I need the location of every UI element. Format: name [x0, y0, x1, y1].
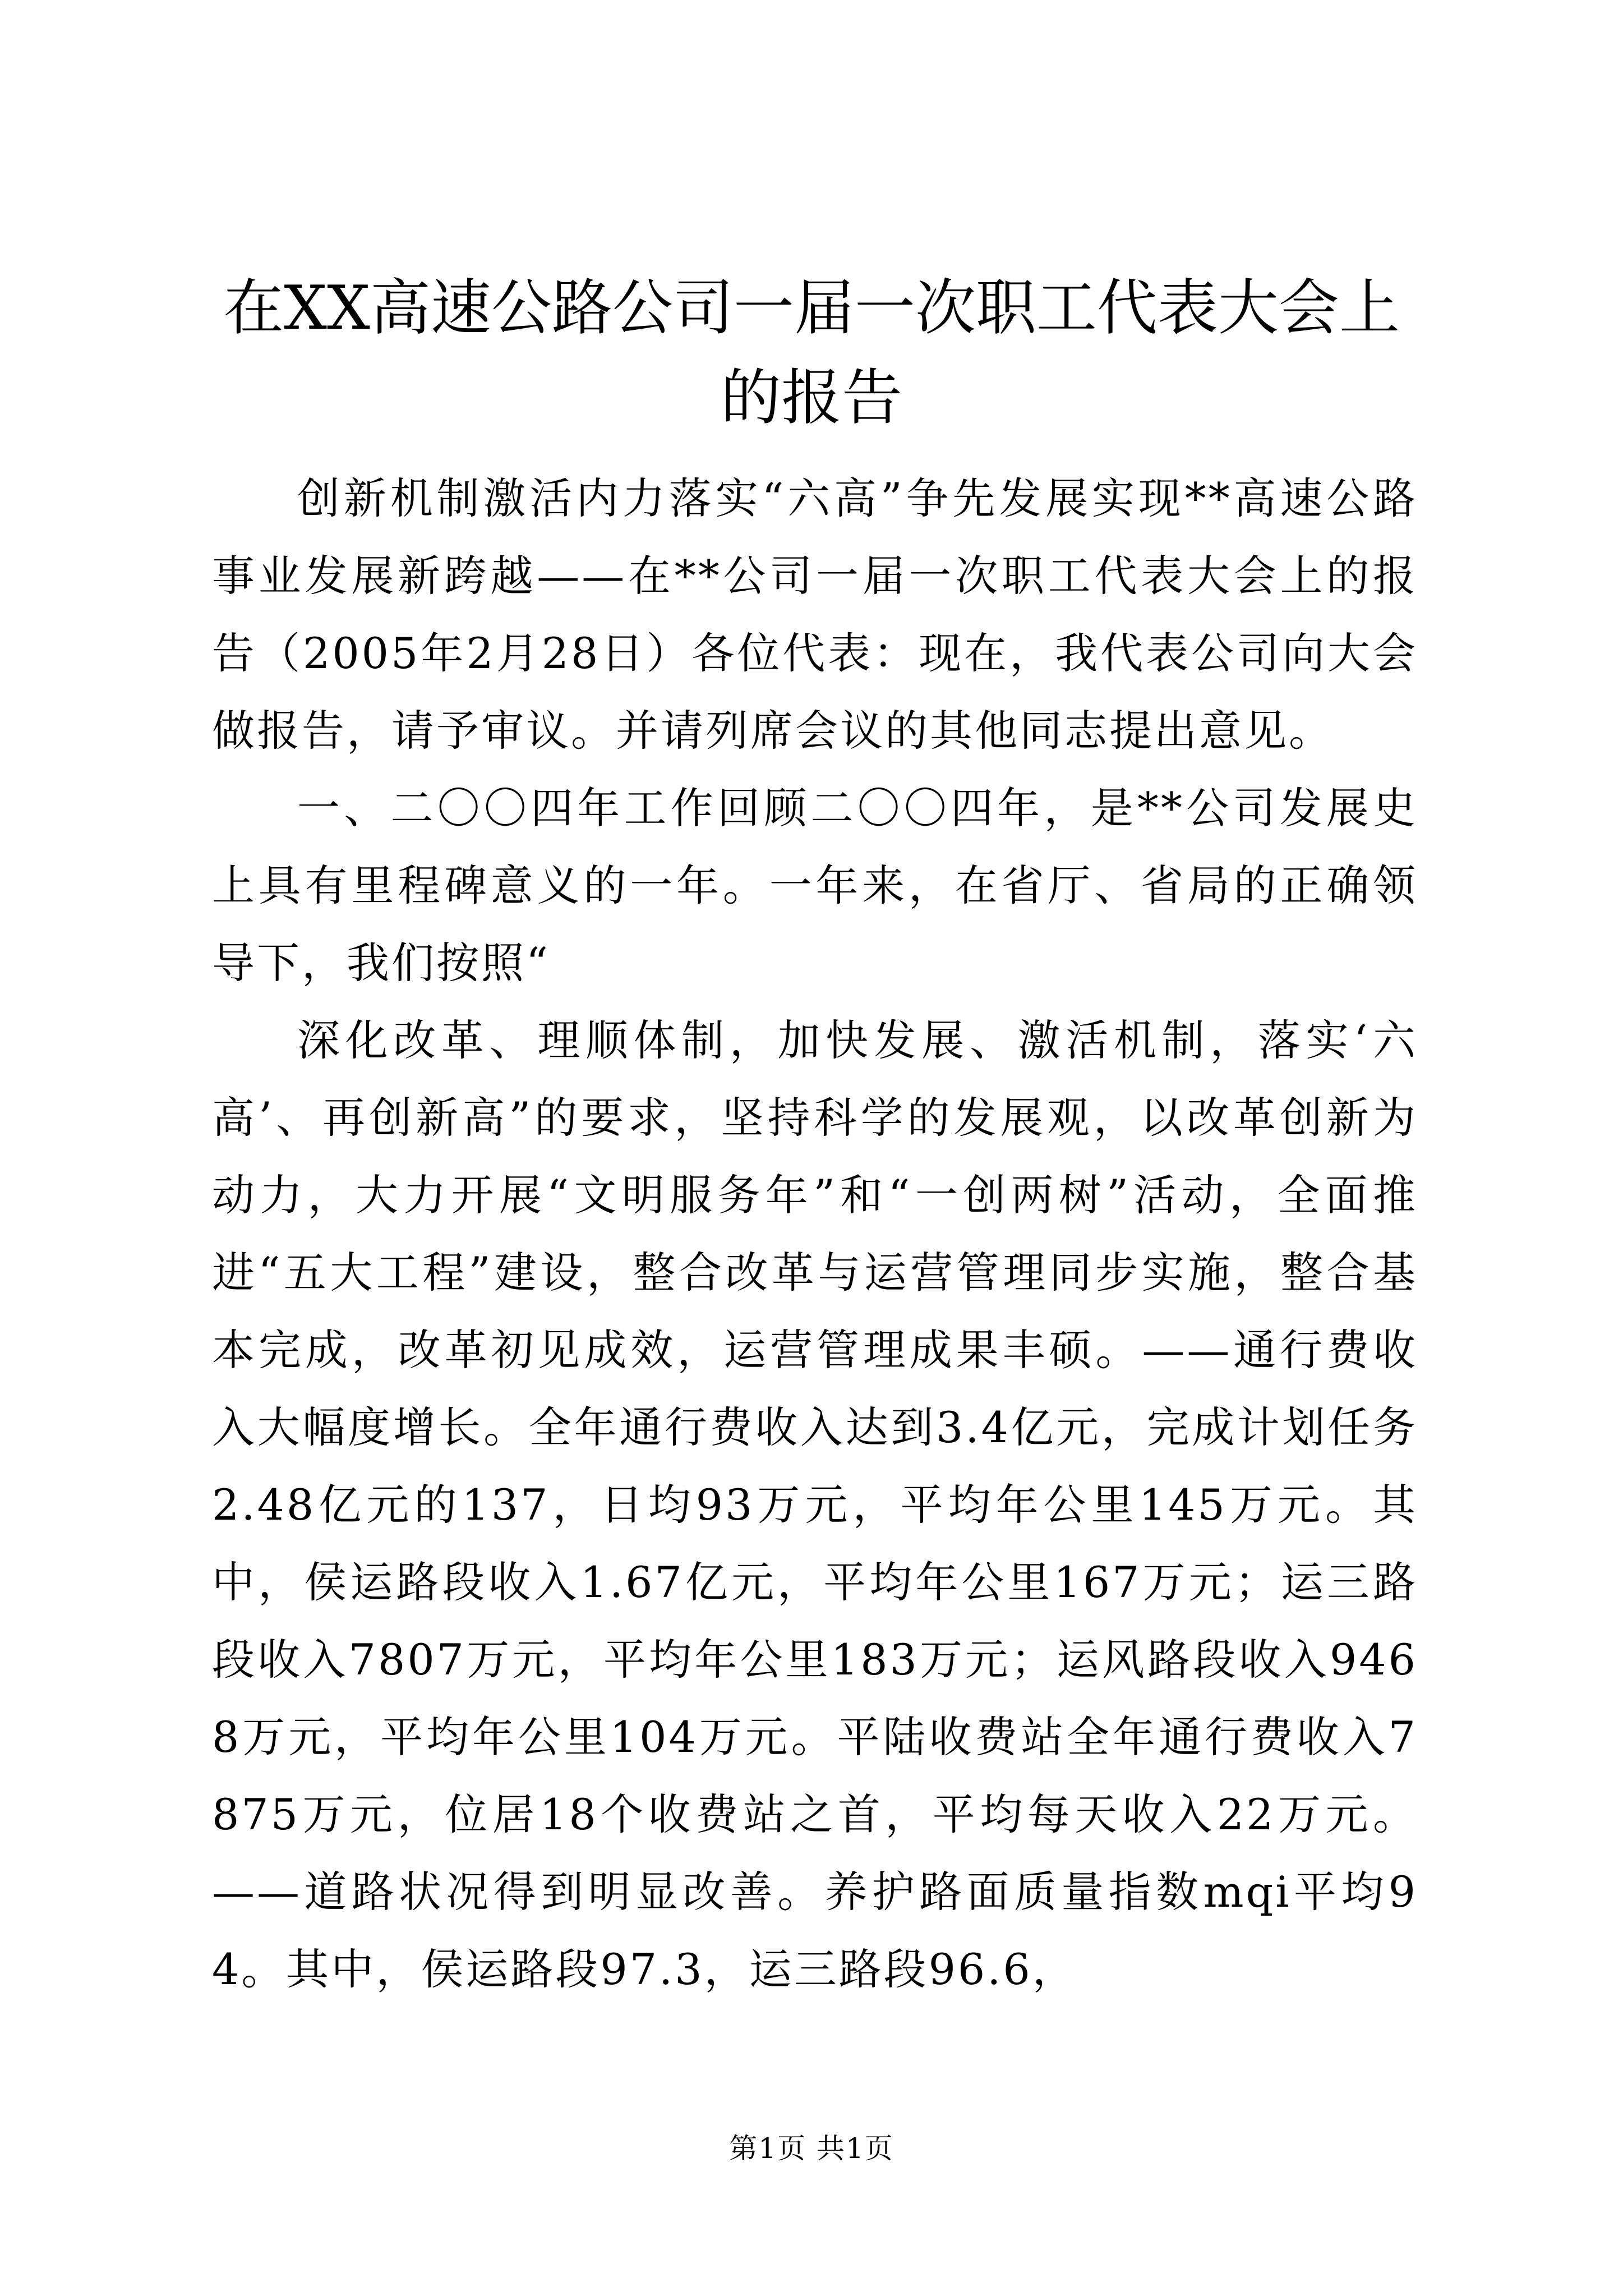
page-footer: 第1页 共1页	[729, 2132, 894, 2165]
title-line-1: 在XX高速公路公司一届一次职工代表大会上	[223, 273, 1400, 343]
title-line-2: 的报告	[720, 363, 902, 433]
paragraph: 深化改革、理顺体制，加快发展、激活机制，落实‘六高’、再创新高”的要求，坚持科学的发展观，以改革创新为动力，大力开展“文明服务年”和“一创两树”活动，全面推进“五大工程”建设，整合改革与运营管理同步实施，整合基本完成，改革初见成效，运营管理成果丰硕。——通行费收入大幅度增长。全年通行费收入达到3.4亿元，完成计划任务2.48亿元的137，日均93万元，平均年公里145万元。其中，侯运路段收入1.67亿元，平均年公里167万元；运三路段收入7807万元，平均年公里183万元；运风路段收入9468万元，平均年公里104万元。平陆收费站全年通行费收入7875万元，位居18个收费站之首，平均每天收入22万元。——道路状况得到明显改善。养护路面质量指数mqi平均94。其中，侯运路段97.3，运三路段96.6，	[212, 1015, 1418, 1994]
document-title	[202, 264, 1421, 443]
paragraph: 创新机制激活内力落实“六高”争先发展实现**高速公路事业发展新跨越——在**公司一届一次职工代表大会上的报告（2005年2月28日）各位代表：现在，我代表公司向大会做报告，请予审议。并请列席会议的其他同志提出意见。	[212, 473, 1418, 756]
paragraph: 一、二〇〇四年工作回顾二〇〇四年，是**公司发展史上具有里程碑意义的一年。一年来，在省厅、省局的正确领导下，我们按照“	[212, 783, 1418, 988]
document-body	[212, 460, 1418, 2008]
